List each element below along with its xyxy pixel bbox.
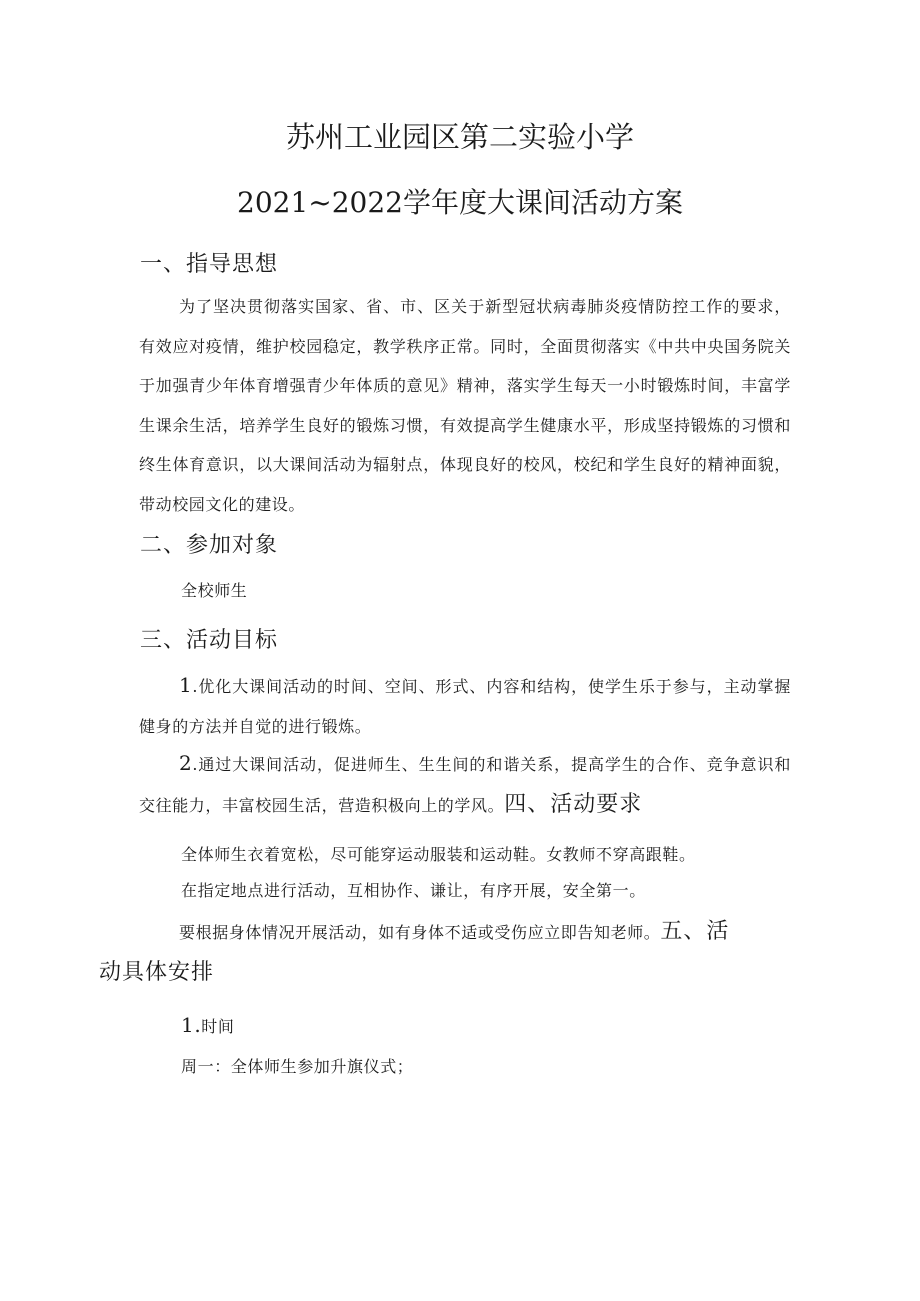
requirement-health-text: 要根据身体情况开展活动，如有身体不适或受伤应立即告知老师。 [179, 923, 661, 942]
arrangement-subheading-time-label: 时间 [201, 1017, 235, 1036]
goal-item-2-number: 2 [179, 751, 193, 775]
goal-item-1 [139, 666, 791, 746]
section-heading-guiding-ideology: 一、指导思想 [140, 252, 279, 277]
goal-item-1-number: 1 [179, 673, 193, 697]
requirement-health [99, 912, 791, 993]
goal-item-2 [139, 744, 791, 825]
section-heading-activity-goals: 三、活动目标 [140, 628, 279, 653]
document-title-plan: 2021~2022学年度大课间活动方案 [237, 186, 683, 219]
section-paragraph-guiding-ideology: 为了坚决贯彻落实国家、省、市、区关于新型冠状病毒肺炎疫情防控工作的要求，有效应对疫情，维护校园稳定，教学秩序正常。同时，全面贯彻落实《中共中央国务院关于加强青少年体育增强青少年体质的意见》精神，落实学生每天一小时锻炼时间，丰富学生课余生活，培养学生良好的锻炼习惯，有效提高学生健康水平，形成坚持锻炼的习惯和终生体育意识，以大课间活动为辐射点，体现良好的校风，校纪和学生良好的精神面貌，带动校园文化的建设。 [139, 297, 791, 514]
section-heading-specific-arrangements-continued: 动具体安排 [99, 959, 215, 985]
goal-item-1-text: .优化大课间活动的时间、空间、形式、内容和结构，使学生乐于参与，主动掌握健身的方法并自觉的进行锻炼。 [139, 677, 791, 736]
requirement-clothing: 全体师生衣着宽松，尽可能穿运动服装和运动鞋。女教师不穿高跟鞋。 [181, 845, 696, 864]
section-heading-specific-arrangements: 五、活 [660, 919, 730, 944]
arrangement-monday: 周一：全体师生参加升旗仪式； [181, 1057, 414, 1076]
section-heading-participants: 二、参加对象 [140, 533, 279, 558]
participants-text: 全校师生 [181, 581, 248, 600]
arrangement-subheading-time [181, 1013, 235, 1037]
arrangement-subheading-time-number: 1. [181, 1013, 202, 1037]
document-title-school: 苏州工业园区第二实验小学 [285, 120, 634, 154]
requirement-location: 在指定地点进行活动，互相协作、谦让，有序开展，安全第一。 [181, 881, 646, 900]
goal-item-2-text: .通过大课间活动，促进师生、生生间的和谐关系，提高学生的合作、竞争意识和交往能力，丰富校园生活，营造积极向上的学风。 [139, 755, 791, 815]
section-heading-activity-requirements: 四、活动要求 [504, 791, 643, 817]
